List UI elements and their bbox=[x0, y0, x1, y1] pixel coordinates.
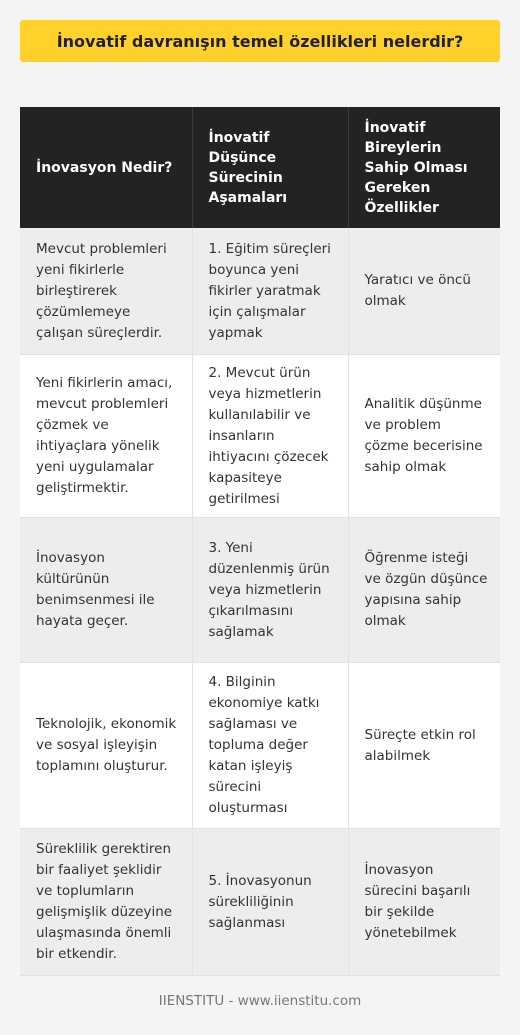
title-banner bbox=[20, 20, 500, 62]
table-cell: İnovasyon sürecini başarılı bir şekilde yönetebilmek bbox=[348, 829, 500, 976]
table-body bbox=[20, 228, 500, 976]
table-cell: Mevcut problemleri yeni fikirlerle birleştirerek çözümlemeye çalışan süreçlerdir. bbox=[20, 228, 192, 355]
table-row bbox=[20, 355, 500, 518]
table-cell: İnovasyon kültürünün benimsenmesi ile hayata geçer. bbox=[20, 518, 192, 663]
table-row bbox=[20, 829, 500, 976]
table-cell: 3. Yeni düzenlenmiş ürün veya hizmetlerin çıkarılmasını sağlamak bbox=[192, 518, 348, 663]
table-cell: 1. Eğitim süreçleri boyunca yeni fikirler yaratmak için çalışmalar yapmak bbox=[192, 228, 348, 355]
table-cell: Teknolojik, ekonomik ve sosyal işleyişin toplamını oluşturur. bbox=[20, 663, 192, 829]
header-row bbox=[20, 107, 500, 228]
table-row bbox=[20, 518, 500, 663]
table-row bbox=[20, 228, 500, 355]
table-cell: Yaratıcı ve öncü olmak bbox=[348, 228, 500, 355]
table-cell: Öğrenme isteği ve özgün düşünce yapısına sahip olmak bbox=[348, 518, 500, 663]
table-row bbox=[20, 663, 500, 829]
table-cell: Süreklilik gerektiren bir faaliyet şeklidir ve toplumların gelişmişlik düzeyine ulaşmasında önemli bir etkendir. bbox=[20, 829, 192, 976]
table-cell: Analitik düşünme ve problem çözme becerisine sahip olmak bbox=[348, 355, 500, 518]
column-header-what-is-innovation: İnovasyon Nedir? bbox=[20, 107, 192, 228]
footer-credit: IIENSTITU - www.iienstitu.com bbox=[158, 993, 362, 1009]
table-header bbox=[20, 107, 500, 228]
table-cell: 2. Mevcut ürün veya hizmetlerin kullanılabilir ve insanların ihtiyacını çözecek kapasiteye getirilmesi bbox=[192, 355, 348, 518]
page-title: İnovatif davranışın temel özellikleri nelerdir? bbox=[56, 31, 464, 51]
table-cell: Yeni fikirlerin amacı, mevcut problemleri çözmek ve ihtiyaçlara yönelik yeni uygulamalar geliştirmektir. bbox=[20, 355, 192, 518]
column-header-required-traits: İnovatif Bireylerin Sahip Olması Gereken Özellikler bbox=[348, 107, 500, 228]
table-cell: 4. Bilginin ekonomiye katkı sağlaması ve topluma değer katan işleyiş sürecini oluşturması bbox=[192, 663, 348, 829]
table-cell: Süreçte etkin rol alabilmek bbox=[348, 663, 500, 829]
table-cell: 5. İnovasyonun sürekliliğinin sağlanması bbox=[192, 829, 348, 976]
comparison-table bbox=[20, 107, 500, 976]
column-header-thinking-stages: İnovatif Düşünce Sürecinin Aşamaları bbox=[192, 107, 348, 228]
